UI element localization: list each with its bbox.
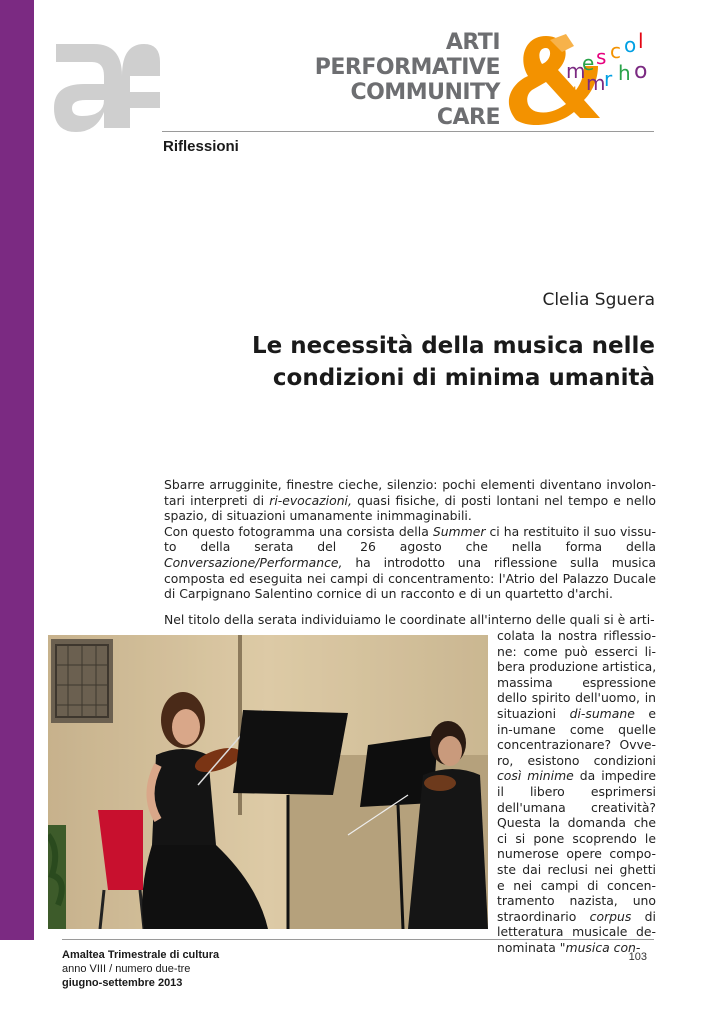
column-line: nominata "musica con-	[497, 939, 641, 955]
column-line: letteratura musicale de-	[497, 924, 656, 940]
logo-letter: m	[586, 71, 606, 95]
logo-letter: s	[564, 83, 571, 98]
wrapped-text-column	[497, 628, 656, 955]
footer-divider	[62, 939, 654, 940]
text-run: Con questo fotogramma una corsista della	[164, 523, 433, 539]
masthead-line: PERFORMATIVE	[314, 55, 500, 80]
text-run-italic: Summer	[432, 523, 486, 539]
column-line: bera produzione artistica,	[497, 659, 657, 675]
title-line: condizioni di minima umanità	[272, 365, 655, 391]
logo-letter: c	[610, 39, 621, 63]
issue-info: anno VIII / numero due-tre	[62, 963, 191, 975]
masthead-line: COMMUNITY	[350, 80, 500, 105]
column-line: concentrazionare? Ovve-	[497, 737, 656, 753]
title-line: Le necessità della musica nelle	[251, 333, 655, 359]
masthead-line: ARTI	[445, 30, 500, 55]
logo-letter: l	[638, 30, 644, 53]
text-run-italic: Conversazione/Performance,	[164, 554, 343, 570]
journal-name: Amaltea Trimestrale di cultura	[62, 949, 220, 961]
header-divider	[162, 131, 654, 132]
column-line: dello spirito dell'uomo, in	[497, 690, 656, 706]
logo-letter: e	[582, 51, 595, 75]
text-run-italic: ri-evocazioni,	[269, 492, 352, 508]
column-line: il libero esprimersi	[497, 783, 656, 799]
column-line: tramento nazista, uno	[497, 893, 656, 909]
article-title	[175, 330, 655, 394]
logo-letter: r	[604, 67, 613, 91]
column-line: numerose opere compo-	[497, 846, 656, 862]
intro-paragraph	[164, 477, 656, 602]
logo-letter: o	[624, 33, 637, 57]
ampersand-logo-icon	[502, 30, 662, 132]
paragraph	[164, 524, 656, 602]
logo-letter: u	[573, 83, 582, 98]
logo-letter: o	[634, 59, 648, 84]
column-line: Questa la domanda che	[497, 815, 656, 831]
column-line: dell'umana creatività?	[497, 799, 656, 815]
page-number: 103	[628, 951, 647, 963]
issue-date: giugno-settembre 2013	[62, 977, 183, 989]
column-line: ro, esistono condizioni	[497, 752, 656, 768]
column-line: massima espressione	[497, 674, 656, 690]
text-run: ci ha restituito il suo vissu-to della serata del 26 agosto che nella forma della	[164, 523, 656, 555]
column-line: così minime da impedire	[497, 768, 657, 784]
column-line: colata la nostra riflessio-	[497, 628, 656, 643]
column-line: ne: come può esserci li-	[497, 643, 656, 659]
text-run: Sbarre arrugginite, finestre cieche, silenzio: pochi elementi diventano involon-tari interpreti di	[164, 477, 656, 508]
footer-info	[62, 948, 219, 990]
column-line: in-umane come quelle	[497, 721, 656, 737]
logo-letter: m	[566, 59, 586, 83]
section-label: Riflessioni	[163, 138, 239, 155]
column-line: ci si pone scoprendo le	[497, 830, 656, 846]
paragraph	[164, 477, 656, 524]
masthead-line: CARE	[436, 105, 500, 130]
logo-letter: s	[596, 45, 607, 69]
column-line: e nei campi di concen-	[497, 877, 656, 893]
masthead-title	[300, 30, 500, 130]
ae-logo-icon	[48, 36, 164, 140]
article-author: Clelia Sguera	[542, 290, 655, 310]
concert-photo	[48, 635, 488, 929]
column-line: situazioni di-sumane e	[497, 705, 657, 721]
text-run: ha introdotto una riflessione sulla musica composta ed eseguita nei campi di concentramento: l'Atrio del Palazzo Ducale di Carpignano Salentino cornice di un racconto e di un quartetto d'archi.	[164, 554, 656, 602]
text-run: quasi fisiche, di posti lontani nel tempo e nello spazio, di situazioni umanamente inimmaginabili.	[164, 492, 657, 524]
paragraph-start: Nel titolo della serata individuiamo le coordinate all'interno delle quali si è arti-	[164, 612, 655, 627]
logo-letter: h	[618, 61, 631, 85]
purple-sidebar	[0, 0, 34, 940]
column-line: straordinario corpus di	[497, 908, 656, 924]
column-line: ste dai reclusi nei ghetti	[497, 861, 656, 877]
